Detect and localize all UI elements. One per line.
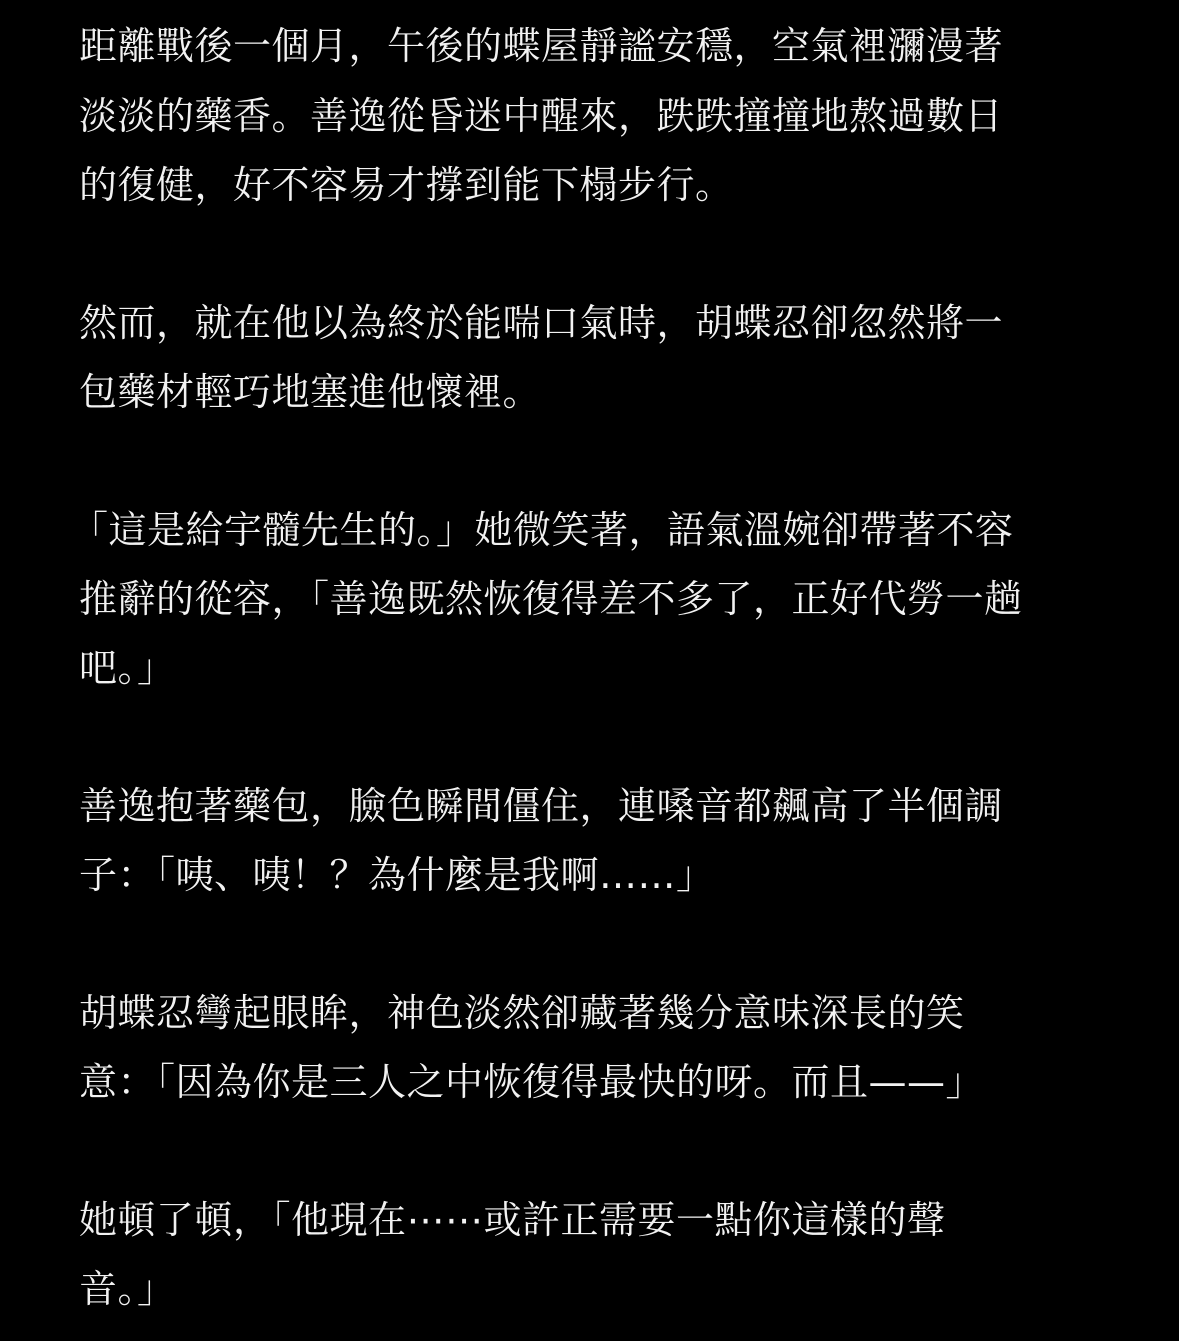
- text-line: 善逸抱著藥包，臉色瞬間僵住，連嗓音都飆高了半個調: [79, 784, 1004, 828]
- text-line: 吧。」: [79, 646, 176, 690]
- text-line: 淡淡的藥香。善逸從昏迷中醒來，跌跌撞撞地熬過數日: [79, 94, 1004, 138]
- text-line: 的復健，好不容易才撐到能下榻步行。: [79, 163, 734, 207]
- text-line: 然而，就在他以為終於能喘口氣時，胡蝶忍卻忽然將一: [79, 301, 1004, 345]
- text-line: 音。」: [79, 1267, 176, 1311]
- text-line: 她頓了頓，「他現在⋯⋯或許正需要一點你這樣的聲: [79, 1198, 946, 1242]
- text-line: 意：「因為你是三人之中恢復得最快的呀。而且——」: [79, 1060, 985, 1104]
- text-line: 距離戰後一個月，午後的蝶屋靜謐安穩，空氣裡瀰漫著: [79, 24, 1004, 68]
- text-line: 包藥材輕巧地塞進他懷裡。: [79, 370, 542, 414]
- text-line: 胡蝶忍彎起眼眸，神色淡然卻藏著幾分意味深長的笑: [79, 991, 965, 1035]
- text-line: 「這是給宇髓先生的。」她微笑著，語氣溫婉卻帶著不容: [70, 508, 1014, 552]
- text-line: 推辭的從容，「善逸既然恢復得差不多了，正好代勞一趟: [79, 577, 1023, 621]
- text-line: 子：「咦、咦！？為什麼是我啊……」: [79, 853, 715, 897]
